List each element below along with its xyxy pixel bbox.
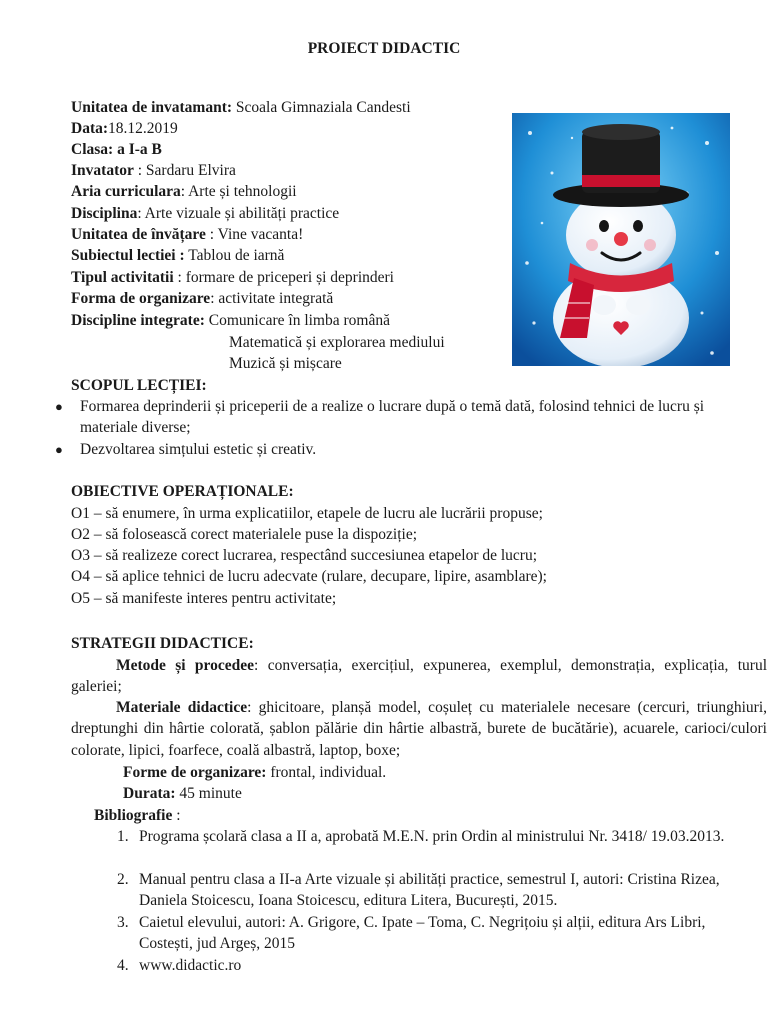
info-learning-unit: Unitatea de învățare : Vine vacanta! xyxy=(71,226,304,243)
objective-item: O2 – să folosească corect materialele puse la dispoziție; xyxy=(71,526,418,543)
duration-line: Durata: 45 minute xyxy=(123,785,242,802)
objective-item: O5 – să manifeste interes pentru activitate; xyxy=(71,590,337,607)
strategies-heading: STRATEGII DIDACTICE: xyxy=(71,635,254,652)
info-activity-type: Tipul activitatii : formare de priceperi și deprinderi xyxy=(71,269,394,286)
bibliography-heading: Bibliografie : xyxy=(94,807,181,824)
bibliography-item[interactable]: 4. www.didactic.ro xyxy=(117,957,242,974)
bullet-icon: ● xyxy=(55,399,63,414)
info-lesson-subject: Subiectul lectiei : Tablou de iarnă xyxy=(71,247,285,264)
materials-paragraph: Materiale didactice: ghicitoare, planșă model, coșuleț cu materialele necesare (cercuri, triunghiuri, dreptunghi din hârtie colorată, șablon pălărie din hârtie albastră, burete de bucătărie), acuarele, carioci/culori colorate, lipici, foarfece, coală albastră, laptop, boxe; xyxy=(71,699,767,759)
scope-heading: SCOPUL LECȚIEI: xyxy=(71,377,207,394)
info-class: Clasa: a I-a B xyxy=(71,141,162,158)
document-title: PROIECT DIDACTIC xyxy=(307,40,461,57)
bibliography-item: 1. Programa școlară clasa a II a, aprobată M.E.N. prin Ordin al ministrului Nr. 3418/ 19.03.2013. xyxy=(117,828,725,845)
info-teacher: Invatator : Sardaru Elvira xyxy=(71,162,236,179)
objective-item: O1 – să enumere, în urma explicatiilor, etapele de lucru ale lucrării propuse; xyxy=(71,505,543,522)
integrated-discipline-music: Muzică și mișcare xyxy=(229,355,342,372)
info-organization-form: Forma de organizare: activitate integrată xyxy=(71,290,334,307)
info-integrated-disciplines: Discipline integrate: Comunicare în limba română xyxy=(71,312,390,329)
objective-item: O3 – să realizeze corect lucrarea, respectând succesiunea etapelor de lucru; xyxy=(71,547,538,564)
objective-item: O4 – să aplice tehnici de lucru adecvate (rulare, decupare, lipire, asamblare); xyxy=(71,568,547,585)
scope-item: ● Dezvoltarea simțului estetic și creativ. xyxy=(55,441,317,458)
objectives-heading: OBIECTIVE OPERAȚIONALE: xyxy=(71,483,294,500)
info-school: Unitatea de invatamant: Scoala Gimnaziala Candesti xyxy=(71,99,411,116)
bibliography-item: 3. Caietul elevului, autori: A. Grigore, C. Ipate – Toma, C. Negrițoiu și alții, editura Ars Libri, Costești, jud Argeș, 2015 xyxy=(117,914,706,952)
snowman-illustration xyxy=(512,113,730,366)
info-discipline: Disciplina: Arte vizuale și abilități practice xyxy=(71,205,340,222)
bullet-icon: ● xyxy=(55,442,63,457)
info-date: Data:18.12.2019 xyxy=(71,120,178,137)
info-curricular-area: Aria curriculara: Arte și tehnologii xyxy=(71,183,297,200)
methods-paragraph: Metode și procedee: conversația, exercițiul, expunerea, exemplul, demonstrația, explicația, turul galeriei; xyxy=(71,657,767,696)
bibliography-item: 2. Manual pentru clasa a II-a Arte vizuale și abilități practice, semestrul I, autori: Cristina Rizea, Daniela Stoicescu, Ioana Stoicescu, editura Litera, București, 2015. xyxy=(117,871,720,909)
forms-line: Forme de organizare: frontal, individual. xyxy=(123,764,387,781)
scope-item: ● Formarea deprinderii și priceperii de a realize o lucrare după o temă dată, folosind tehnici de lucru și materiale diverse; xyxy=(55,398,705,436)
integrated-discipline-math: Matematică și explorarea mediului xyxy=(229,334,445,351)
